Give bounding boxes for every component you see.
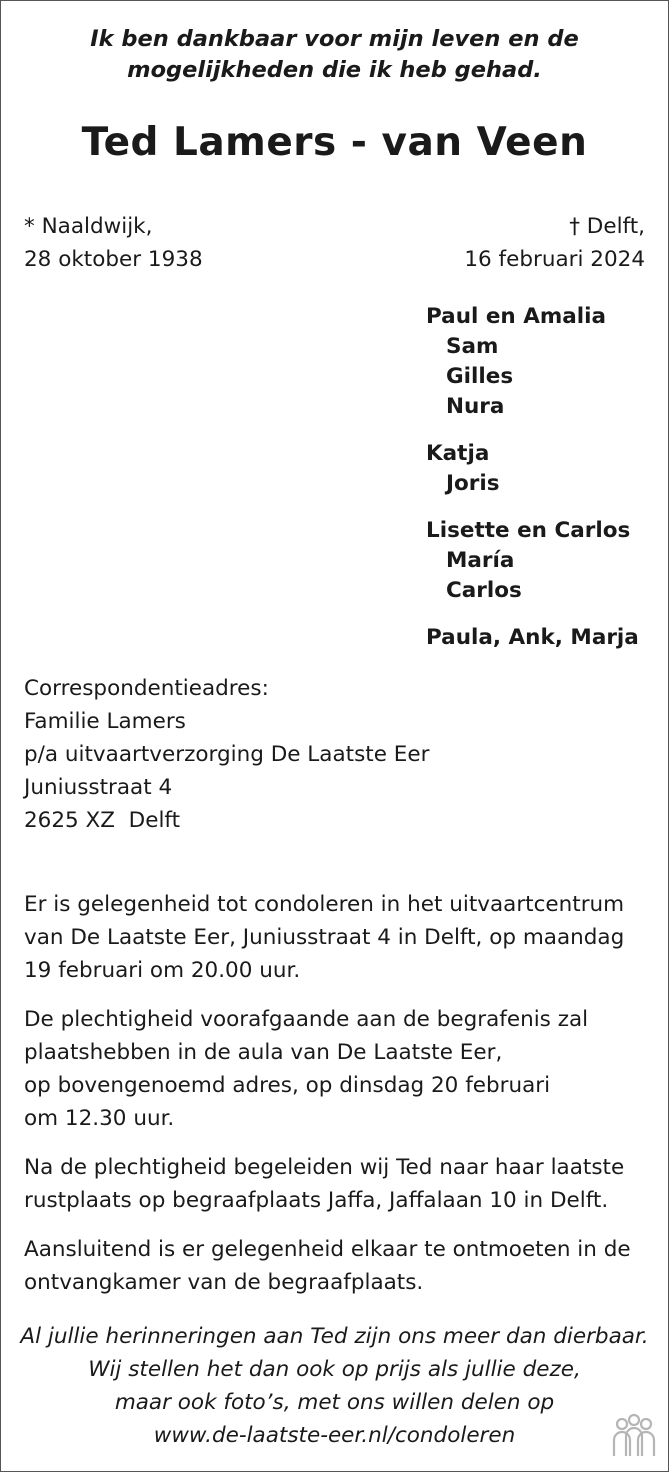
family-child: Gilles — [446, 364, 514, 389]
paragraph-reception — [24, 1233, 650, 1299]
text-line: van De Laatste Eer, Juniusstraat 4 in Delft, op maandag — [24, 925, 625, 950]
address-name: Familie Lamers — [24, 709, 186, 734]
family-member: Katja — [426, 441, 490, 466]
funeral-details — [24, 888, 650, 1315]
family-child: Joris — [446, 471, 500, 496]
motto-line-1: Ik ben dankbaar voor mijn leven en de — [90, 26, 579, 52]
family-list — [426, 302, 639, 670]
paragraph-ceremony — [24, 1003, 650, 1135]
family-child: Nura — [446, 394, 505, 419]
text-line: Er is gelegenheid tot condoleren in het uitvaartcentrum — [24, 892, 625, 917]
text-line: Na de plechtigheid begeleiden wij Ted naar haar laatste — [24, 1155, 625, 1180]
birth-date: 28 oktober 1938 — [24, 247, 203, 272]
family-member: Paul en Amalia — [426, 304, 607, 329]
family-group — [426, 302, 639, 422]
family-group — [426, 623, 639, 653]
deceased-name: Ted Lamers - van Veen — [81, 120, 588, 165]
motto — [0, 24, 669, 86]
address-city: 2625 XZ Delft — [24, 808, 181, 833]
closing-text — [0, 1320, 669, 1452]
address-label: Correspondentieadres: — [24, 676, 269, 701]
motto-line-2: mogelijkheden die ik heb gehad. — [127, 57, 542, 83]
death-place: † Delft, — [569, 214, 645, 239]
paragraph-condolence — [24, 888, 650, 987]
death-date: 16 februari 2024 — [464, 247, 645, 272]
paragraph-burial — [24, 1151, 650, 1217]
text-line: rustplaats op begraafplaats Jaffa, Jaffalaan 10 in Delft. — [24, 1188, 609, 1213]
text-line: Aansluitend is er gelegenheid elkaar te ontmoeten in de — [24, 1237, 631, 1262]
closing-line: Al jullie herinneringen aan Ted zijn ons meer dan dierbaar. — [20, 1324, 649, 1349]
family-member: Paula, Ank, Marja — [426, 625, 639, 650]
birth-place: * Naaldwijk, — [24, 214, 153, 239]
text-line: plaatshebben in de aula van De Laatste Eer, — [24, 1040, 503, 1065]
family-child: Sam — [446, 334, 499, 359]
closing-line: maar ook foto’s, met ons willen delen op — [114, 1390, 555, 1415]
family-child: María — [446, 548, 515, 573]
address-street: Juniusstraat 4 — [24, 775, 173, 800]
text-line: 19 februari om 20.00 uur. — [24, 958, 301, 983]
birth-info — [24, 210, 203, 276]
correspondence-address — [24, 672, 429, 837]
text-line: De plechtigheid voorafgaande aan de begrafenis zal — [24, 1007, 589, 1032]
people-group-icon — [609, 1412, 659, 1462]
death-info — [464, 210, 645, 276]
family-member: Lisette en Carlos — [426, 518, 631, 543]
text-line: om 12.30 uur. — [24, 1106, 175, 1131]
family-group — [426, 516, 639, 606]
family-child: Carlos — [446, 578, 522, 603]
text-line: op bovengenoemd adres, op dinsdag 20 februari — [24, 1073, 551, 1098]
condolence-url[interactable]: www.de-laatste-eer.nl/condoleren — [153, 1423, 516, 1448]
text-line: ontvangkamer van de begraafplaats. — [24, 1270, 424, 1295]
family-group — [426, 439, 639, 499]
closing-line: Wij stellen het dan ook op prijs als jullie deze, — [88, 1357, 581, 1382]
address-care-of: p/a uitvaartverzorging De Laatste Eer — [24, 742, 430, 767]
